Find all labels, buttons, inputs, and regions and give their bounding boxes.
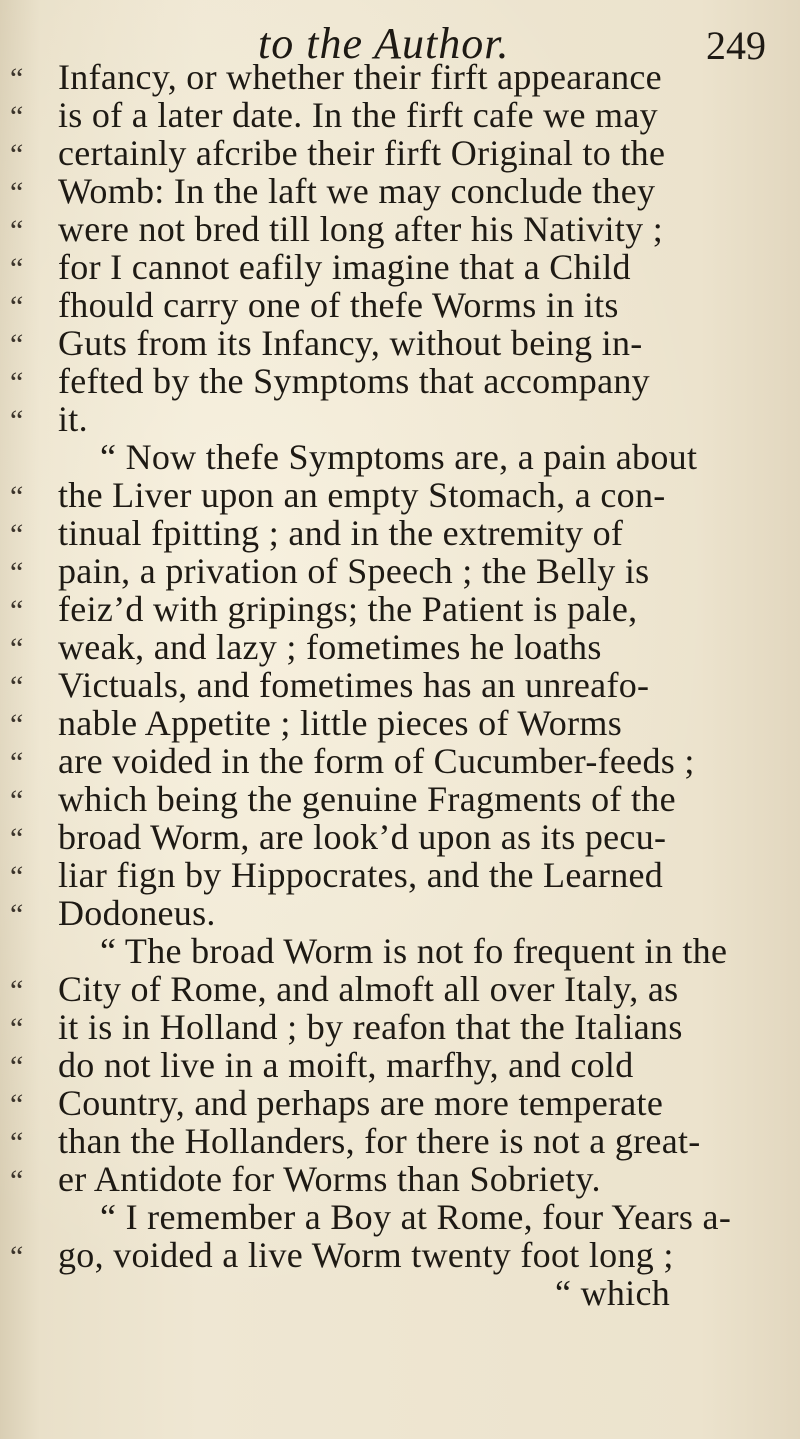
- quotation-mark: “: [10, 290, 24, 323]
- quotation-mark: “: [10, 100, 24, 133]
- line-text: feiz’d with gripings; the Patient is pale,: [58, 589, 638, 629]
- quotation-mark: “: [10, 404, 24, 437]
- quotation-mark: “: [10, 138, 24, 171]
- text-line: [0, 323, 800, 363]
- running-head: to the Author.: [258, 19, 510, 68]
- text-line: [0, 1197, 800, 1237]
- text-line: [0, 209, 800, 249]
- line-text: which being the genuine Fragments of the: [58, 779, 676, 819]
- line-text: were not bred till long after his Nativity ;: [58, 209, 664, 249]
- quotation-mark: “: [10, 1012, 24, 1045]
- text-line: [0, 627, 800, 667]
- quotation-mark: “: [10, 328, 24, 361]
- line-text: “ The broad Worm is not fo frequent in the: [100, 931, 728, 971]
- text-line: [0, 969, 800, 1009]
- text-line: [0, 741, 800, 781]
- text-line: [0, 855, 800, 895]
- line-text: liar fign by Hippocrates, and the Learned: [58, 855, 664, 895]
- text-line: [0, 893, 800, 933]
- line-text: do not live in a moift, marfhy, and cold: [58, 1045, 634, 1085]
- quotation-mark: “: [10, 366, 24, 399]
- text-line: [0, 437, 800, 477]
- line-text: broad Worm, are look’d upon as its pecu-: [58, 817, 667, 857]
- quotation-mark: “: [10, 974, 24, 1007]
- line-text: nable Appetite ; little pieces of Worms: [58, 703, 623, 743]
- line-text: certainly afcribe their firft Original to the: [58, 133, 666, 173]
- line-text: weak, and lazy ; fometimes he loaths: [58, 627, 602, 667]
- text-line: [0, 247, 800, 287]
- quotation-mark: “: [10, 1050, 24, 1083]
- line-text: it.: [58, 399, 88, 439]
- text-line: [0, 1083, 800, 1123]
- line-text: Infancy, or whether their firft appearance: [58, 57, 662, 97]
- text-line: [0, 57, 800, 97]
- quotation-mark: “: [10, 898, 24, 931]
- line-text: fhould carry one of thefe Worms in its: [58, 285, 619, 325]
- text-line: [0, 513, 800, 553]
- text-line: [0, 1007, 800, 1047]
- text-line: [0, 95, 800, 135]
- quotation-mark: “: [10, 860, 24, 893]
- line-text: “ I remember a Boy at Rome, four Years a-: [100, 1197, 732, 1237]
- text-line: [0, 399, 800, 439]
- line-text: is of a later date. In the firft cafe we may: [58, 95, 658, 135]
- quotation-mark: “: [10, 822, 24, 855]
- quotation-mark: “: [10, 1088, 24, 1121]
- text-line: [0, 703, 800, 743]
- quotation-mark: “: [10, 594, 24, 627]
- line-text: Dodoneus.: [58, 893, 216, 933]
- catchword: “ which: [555, 1273, 671, 1313]
- line-text: tinual fpitting ; and in the extremity of: [58, 513, 624, 553]
- quotation-mark: “: [10, 556, 24, 589]
- text-line: [0, 361, 800, 401]
- text-line: [0, 665, 800, 705]
- text-line: [0, 779, 800, 819]
- quotation-mark: “: [10, 252, 24, 285]
- line-text: Guts from its Infancy, without being in-: [58, 323, 643, 363]
- text-line: [0, 931, 800, 971]
- line-text: for I cannot eafily imagine that a Child: [58, 247, 631, 287]
- quotation-mark: “: [10, 746, 24, 779]
- line-text: the Liver upon an empty Stomach, a con-: [58, 475, 666, 515]
- quotation-mark: “: [10, 480, 24, 513]
- line-text: City of Rome, and almoft all over Italy, as: [58, 969, 679, 1009]
- text-line: [0, 133, 800, 173]
- page-number: 249: [706, 23, 766, 68]
- quotation-mark: “: [10, 1126, 24, 1159]
- text-line: [0, 589, 800, 629]
- quotation-mark: “: [10, 708, 24, 741]
- text-line: [0, 817, 800, 857]
- quotation-mark: “: [10, 1240, 24, 1273]
- quotation-mark: “: [10, 784, 24, 817]
- line-text: it is in Holland ; by reafon that the Italians: [58, 1007, 683, 1047]
- text-line: [0, 1273, 800, 1313]
- line-text: Womb: In the laft we may conclude they: [58, 171, 656, 211]
- text-line: [0, 171, 800, 211]
- quotation-mark: “: [10, 632, 24, 665]
- line-text: Victuals, and fometimes has an unreafo-: [58, 665, 650, 705]
- line-text: er Antidote for Worms than Sobriety.: [58, 1159, 601, 1199]
- text-line: [0, 1235, 800, 1275]
- text-line: [0, 551, 800, 591]
- line-text: are voided in the form of Cucumber-feeds ;: [58, 741, 695, 781]
- quotation-mark: “: [10, 518, 24, 551]
- quotation-mark: “: [10, 670, 24, 703]
- quotation-mark: “: [10, 176, 24, 209]
- line-text: pain, a privation of Speech ; the Belly is: [58, 551, 650, 591]
- line-text: “ Now thefe Symptoms are, a pain about: [100, 437, 698, 477]
- quotation-mark: “: [10, 62, 24, 95]
- text-line: [0, 285, 800, 325]
- text-line: [0, 1121, 800, 1161]
- quotation-mark: “: [10, 1164, 24, 1197]
- text-line: [0, 475, 800, 515]
- line-text: go, voided a live Worm twenty foot long ;: [58, 1235, 674, 1275]
- text-line: [0, 1045, 800, 1085]
- line-text: than the Hollanders, for there is not a great-: [58, 1121, 701, 1161]
- text-line: [0, 1159, 800, 1199]
- line-text: Country, and perhaps are more temperate: [58, 1083, 664, 1123]
- quotation-mark: “: [10, 214, 24, 247]
- line-text: fefted by the Symptoms that accompany: [58, 361, 650, 401]
